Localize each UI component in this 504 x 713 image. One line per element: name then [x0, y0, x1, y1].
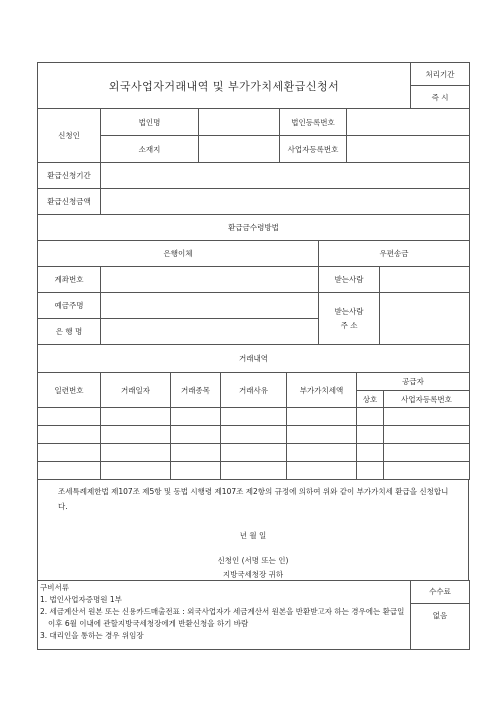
- table-cell[interactable]: [357, 408, 384, 426]
- applicant-label: 신청인: [38, 109, 101, 163]
- table-cell[interactable]: [101, 426, 171, 444]
- date-line: 년 월 일: [239, 531, 267, 540]
- col-vat-amount: 부가가치세액: [287, 373, 357, 408]
- table-cell[interactable]: [101, 408, 171, 426]
- table-row: [38, 408, 470, 426]
- table-cell[interactable]: [38, 444, 101, 462]
- table-row: [38, 426, 470, 444]
- address-field[interactable]: [199, 136, 280, 163]
- table-cell[interactable]: [221, 426, 287, 444]
- table-cell[interactable]: [357, 462, 384, 480]
- table-cell[interactable]: [38, 426, 101, 444]
- corp-name-label: 법인명: [101, 109, 199, 136]
- transaction-section-label: 거래내역: [38, 345, 470, 373]
- table-row: [38, 444, 470, 462]
- account-no-label: 계좌번호: [38, 267, 101, 293]
- table-cell[interactable]: [171, 408, 221, 426]
- table-cell[interactable]: [287, 444, 357, 462]
- attachments-section: [37, 580, 470, 650]
- table-cell[interactable]: [287, 462, 357, 480]
- refund-method-label: 환급금수령방법: [38, 215, 470, 241]
- biz-reg-no-label: 사업자등록번호: [280, 136, 347, 163]
- table-row: [38, 462, 470, 480]
- col-transaction-type: 거래종목: [171, 373, 221, 408]
- declaration-cell: [38, 480, 469, 581]
- recipient-label: 받는사람: [319, 267, 380, 293]
- table-cell[interactable]: [101, 444, 171, 462]
- postal-remit-label: 우편송금: [319, 241, 470, 267]
- attachments-title: 구비서류: [40, 583, 69, 592]
- corp-reg-no-label: 법인등록번호: [280, 109, 347, 136]
- attachment-item-2: 2. 세금계산서 원본 또는 신용카드매출전표 : 외국사업자가 세금계산서 원본을 반환받고자 하는 경우에는 환급일 이후 6월 이내에 관할지방국세청장에게 반환신청을 하기 바람: [40, 607, 405, 628]
- addressee: 지방국세청장 귀하: [222, 570, 284, 579]
- table-cell[interactable]: [38, 462, 101, 480]
- declaration-section: [37, 479, 469, 581]
- table-cell[interactable]: [171, 462, 221, 480]
- processing-period-value: 즉 시: [411, 86, 470, 109]
- table-cell[interactable]: [101, 462, 171, 480]
- table-cell[interactable]: [357, 426, 384, 444]
- table-cell[interactable]: [384, 426, 470, 444]
- table-cell[interactable]: [384, 408, 470, 426]
- depositor-label: 예금주명: [38, 293, 101, 319]
- fee-value: 없음: [432, 611, 448, 620]
- account-no-field[interactable]: [101, 267, 319, 293]
- fee-cell: [411, 581, 470, 650]
- transaction-section: [37, 344, 470, 480]
- col-transaction-date: 거래일자: [101, 373, 171, 408]
- bank-transfer-label: 은행이체: [38, 241, 319, 267]
- col-supplier-biz-no: 사업자등록번호: [384, 391, 470, 408]
- table-cell[interactable]: [171, 426, 221, 444]
- table-cell[interactable]: [38, 408, 101, 426]
- table-cell[interactable]: [287, 426, 357, 444]
- corp-reg-no-field[interactable]: [347, 109, 470, 136]
- attachment-item-1: 1. 법인사업자증명원 1부: [40, 595, 122, 604]
- refund-period-field[interactable]: [101, 163, 470, 189]
- refund-amount-label: 환급신청금액: [38, 189, 101, 215]
- corp-name-field[interactable]: [199, 109, 280, 136]
- bank-name-field[interactable]: [101, 319, 319, 345]
- recipient-address-label: [319, 293, 380, 345]
- depositor-field[interactable]: [101, 293, 319, 319]
- table-cell[interactable]: [287, 408, 357, 426]
- refund-application-form: [37, 62, 469, 650]
- recipient-address-field[interactable]: [380, 293, 470, 345]
- recipient-field[interactable]: [380, 267, 470, 293]
- bank-name-label: 은 행 명: [38, 319, 101, 345]
- biz-reg-no-field[interactable]: [347, 136, 470, 163]
- col-supplier-name: 상호: [357, 391, 384, 408]
- table-cell[interactable]: [384, 444, 470, 462]
- attachment-item-3: 3. 대리인을 통하는 경우 위임장: [40, 631, 144, 640]
- attachments-cell: [38, 581, 411, 650]
- form-header: [37, 62, 470, 109]
- form-title: 외국사업자거래내역 및 부가가치세환급신청서: [38, 63, 411, 109]
- recipient-address-label-line2: 주 소: [340, 320, 358, 330]
- refund-amount-field[interactable]: [101, 189, 470, 215]
- recipient-address-label-line1: 받는사람: [334, 306, 364, 316]
- col-transaction-reason: 거래사유: [221, 373, 287, 408]
- fee-label: 수수료: [411, 581, 469, 604]
- refund-method-section: [37, 214, 470, 345]
- refund-period-label: 환급신청기간: [38, 163, 101, 189]
- statement-text: 조세특례제한법 제107조 제5항 및 동법 시행령 제107조 제2항의 규정에 의하여 위와 같이 부가가치세 환급을 신청합니다.: [58, 487, 449, 511]
- table-cell[interactable]: [171, 444, 221, 462]
- processing-period-label: 처리기간: [411, 63, 470, 86]
- signature-line: 신청인 (서명 또는 인): [217, 556, 289, 565]
- table-cell[interactable]: [221, 462, 287, 480]
- col-serial-no: 일련번호: [38, 373, 101, 408]
- applicant-section: [37, 108, 470, 215]
- col-supplier: 공급자: [357, 373, 470, 391]
- table-cell[interactable]: [357, 444, 384, 462]
- table-cell[interactable]: [384, 462, 470, 480]
- table-cell[interactable]: [221, 444, 287, 462]
- address-label: 소재지: [101, 136, 199, 163]
- table-cell[interactable]: [221, 408, 287, 426]
